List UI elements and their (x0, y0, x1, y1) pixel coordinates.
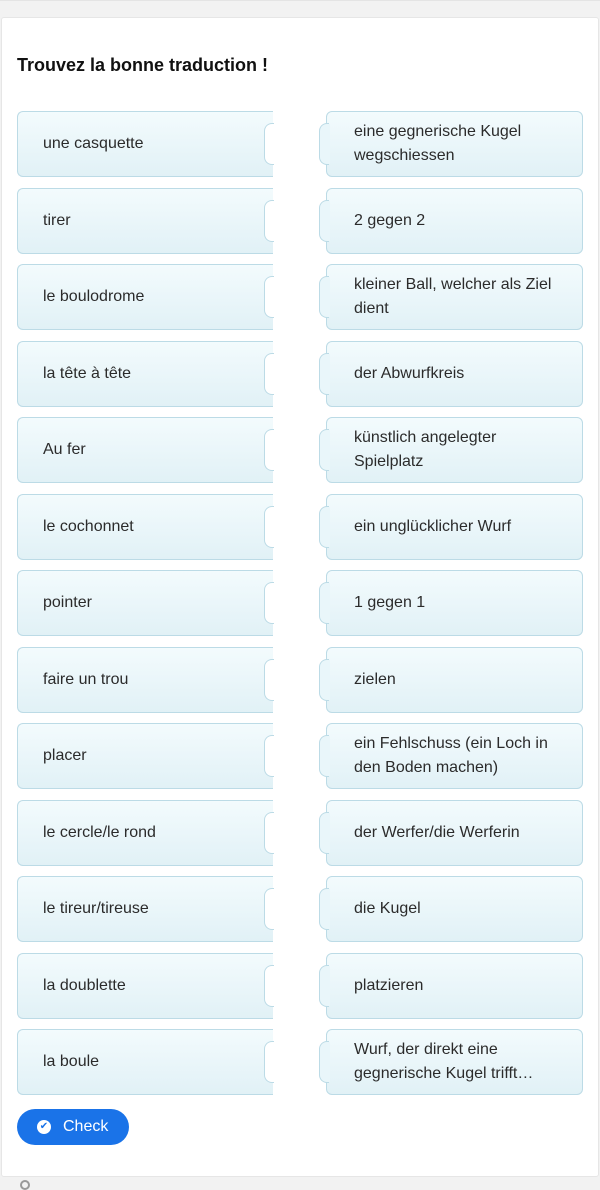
french-term-label: tirer (43, 212, 71, 229)
german-translation-tile[interactable] (326, 111, 583, 177)
drop-slot (264, 888, 274, 930)
connector-tab-joint (327, 966, 330, 1006)
drop-slot (264, 735, 274, 777)
german-translation-label: kleiner Ball, welcher als Ziel dient (354, 276, 552, 317)
french-term-label: le tireur/tireuse (43, 900, 149, 917)
french-term-tile[interactable] (17, 723, 273, 789)
german-translation-tile[interactable] (326, 188, 583, 254)
french-term-tile[interactable] (17, 188, 273, 254)
drop-slot (264, 582, 274, 624)
french-term-label: le cercle/le rond (43, 824, 156, 841)
german-translation-label: ein unglücklicher Wurf (354, 518, 512, 535)
german-translation-tile[interactable] (326, 494, 583, 560)
french-term-tile[interactable] (17, 1029, 273, 1095)
french-term-tile[interactable] (17, 417, 273, 483)
connector-tab-joint (327, 124, 330, 164)
german-translation-tile[interactable] (326, 953, 583, 1019)
french-term-tile[interactable] (17, 953, 273, 1019)
drop-slot (264, 429, 274, 471)
french-term-label: faire un trou (43, 671, 129, 688)
german-translation-label: 1 gegen 1 (354, 594, 426, 611)
french-term-label: pointer (43, 594, 92, 611)
german-translation-label: die Kugel (354, 900, 421, 917)
german-translation-label: eine gegnerische Kugel wegschiessen (354, 123, 522, 164)
drop-slot (264, 965, 274, 1007)
german-translation-tile[interactable] (326, 570, 583, 636)
german-translation-label: 2 gegen 2 (354, 212, 426, 229)
drop-slot (264, 506, 274, 548)
check-button[interactable] (17, 1109, 129, 1145)
drop-slot (264, 1041, 274, 1083)
connector-tab-joint (327, 277, 330, 317)
connector-tab-joint (327, 736, 330, 776)
german-translation-tile[interactable] (326, 647, 583, 713)
french-term-tile[interactable] (17, 341, 273, 407)
loading-icon (20, 1180, 30, 1190)
french-term-tile[interactable] (17, 570, 273, 636)
connector-tab-joint (327, 889, 330, 929)
german-translation-tile[interactable] (326, 341, 583, 407)
german-translation-tile[interactable] (326, 800, 583, 866)
german-translation-tile[interactable] (326, 264, 583, 330)
connector-tab-joint (327, 660, 330, 700)
page-title: Trouvez la bonne traduction ! (17, 55, 269, 75)
connector-tab-joint (327, 430, 330, 470)
french-term-label: le cochonnet (43, 518, 134, 535)
top-divider (0, 0, 600, 1)
french-term-label: Au fer (43, 441, 86, 458)
french-term-tile[interactable] (17, 264, 273, 330)
french-term-label: la boule (43, 1053, 100, 1070)
connector-tab-joint (327, 201, 330, 241)
connector-tab-joint (327, 1042, 330, 1082)
drop-slot (264, 659, 274, 701)
drop-slot (264, 353, 274, 395)
french-term-tile[interactable] (17, 876, 273, 942)
german-translation-tile[interactable] (326, 723, 583, 789)
german-translation-label: der Werfer/die Werferin (354, 824, 520, 841)
french-term-tile[interactable] (17, 111, 273, 177)
german-translation-label: zielen (354, 671, 396, 688)
german-translation-tile[interactable] (326, 1029, 583, 1095)
check-circle-icon: ✔ (37, 1120, 51, 1134)
german-translation-label: ein Fehlschuss (ein Loch in den Boden machen) (354, 735, 548, 776)
drop-slot (264, 276, 274, 318)
german-translation-label: Wurf, der direkt eine gegnerische Kugel trifft… (354, 1041, 534, 1082)
check-button-label: Check (63, 1118, 109, 1135)
connector-tab-joint (327, 813, 330, 853)
french-term-tile[interactable] (17, 647, 273, 713)
french-term-tile[interactable] (17, 800, 273, 866)
french-term-tile[interactable] (17, 494, 273, 560)
french-term-label: placer (43, 747, 87, 764)
french-term-label: le boulodrome (43, 288, 145, 305)
french-term-label: une casquette (43, 135, 144, 152)
german-translation-tile[interactable] (326, 417, 583, 483)
german-translation-label: künstlich angelegter Spielplatz (354, 429, 497, 470)
drop-slot (264, 812, 274, 854)
french-term-label: la doublette (43, 977, 126, 994)
drop-slot (264, 200, 274, 242)
connector-tab-joint (327, 583, 330, 623)
drop-slot (264, 123, 274, 165)
connector-tab-joint (327, 507, 330, 547)
german-translation-label: platzieren (354, 977, 424, 994)
french-term-label: la tête à tête (43, 365, 132, 382)
connector-tab-joint (327, 354, 330, 394)
german-translation-tile[interactable] (326, 876, 583, 942)
german-translation-label: der Abwurfkreis (354, 365, 465, 382)
